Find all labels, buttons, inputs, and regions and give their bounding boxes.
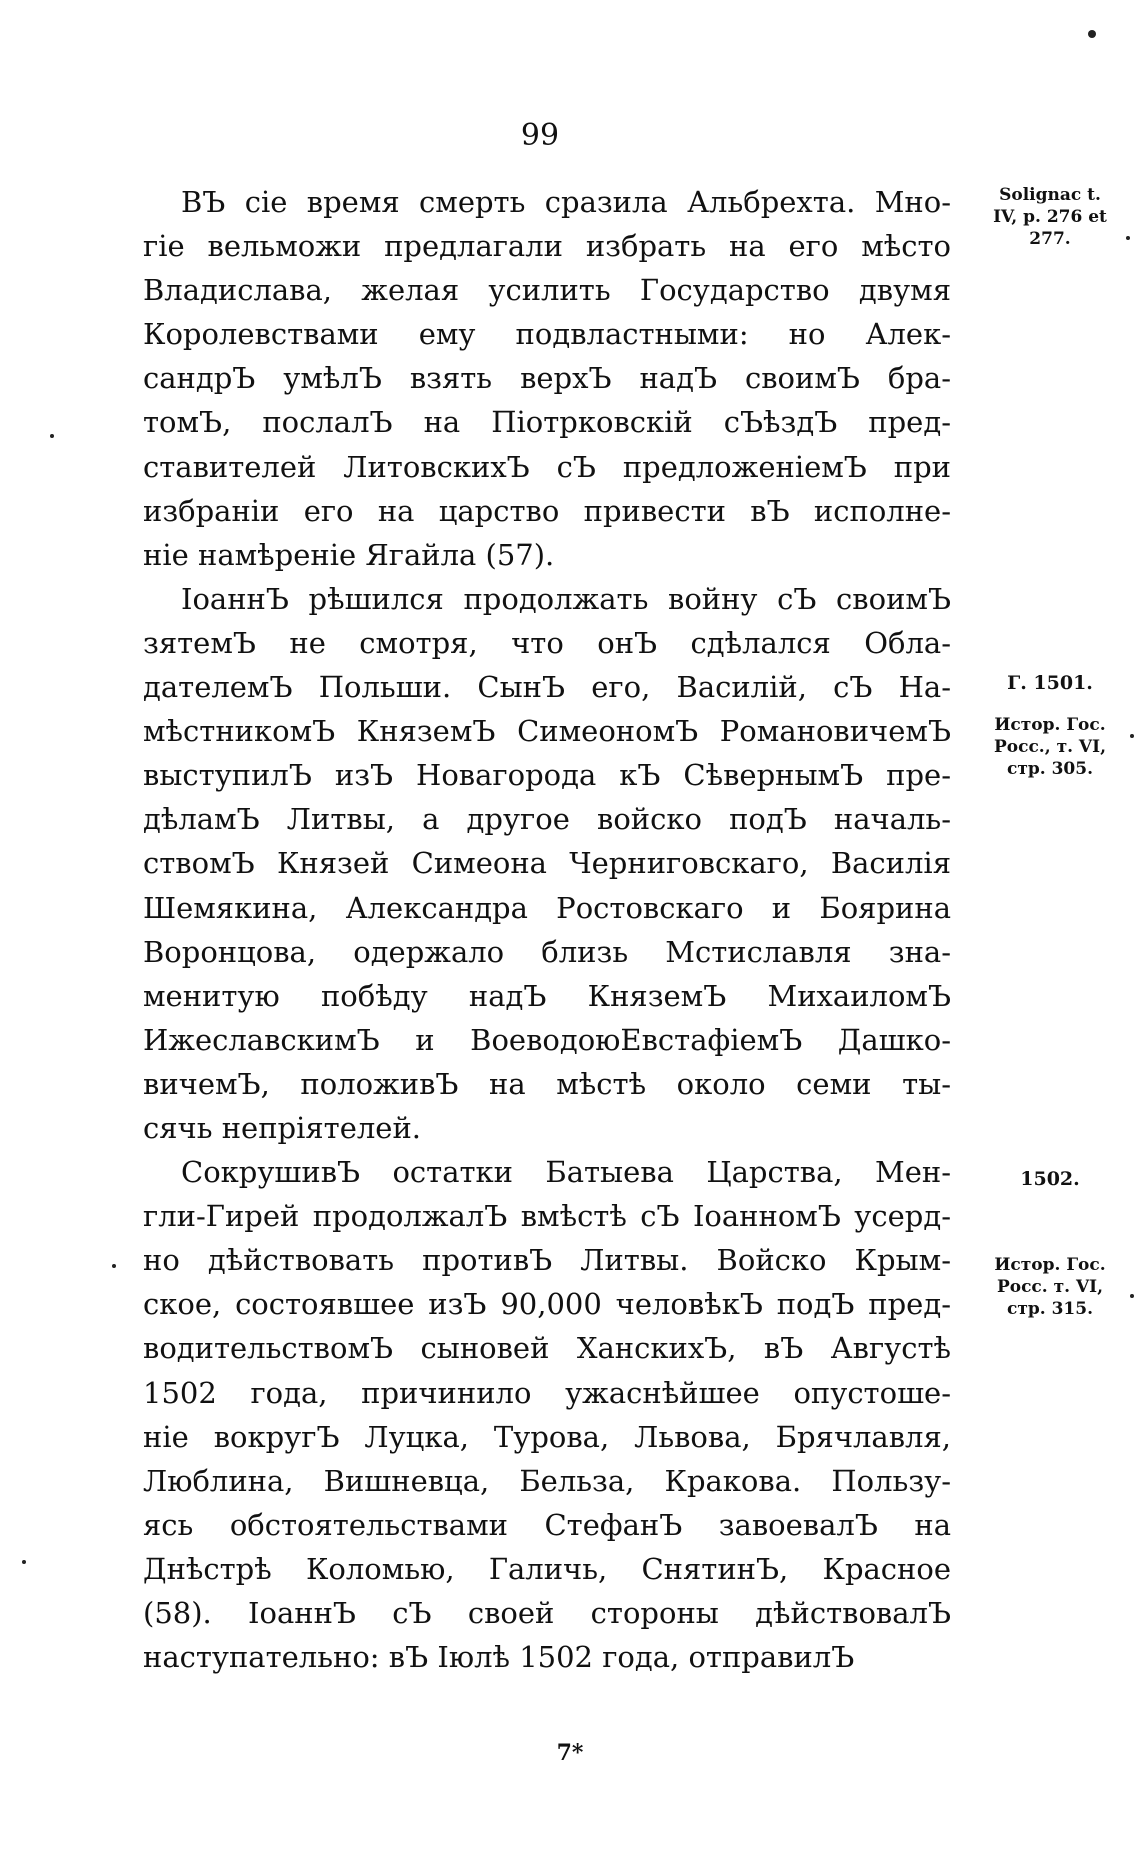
text-line: ставителей ЛитовскихЪ сЪ предложеніемЪ при (143, 449, 951, 484)
margin-note-line: Росс., т. VI, (993, 737, 1106, 757)
text-line: Шемякина, Александра Ростовскаго и Боярина (143, 890, 951, 925)
text-line: водительствомЪ сыновей ХанскихЪ, вЪ Августѣ (143, 1331, 951, 1366)
text-line: гіе вельможи предлагали избрать на его мѣсто (143, 229, 951, 264)
text-line: Королевствами ему подвластными: но Алек- (143, 317, 951, 352)
text-line: ІоаннЪ рѣшился продолжать войну сЪ своимЪ (181, 581, 951, 616)
text-line: ніе намѣреніе Ягайла (57). (143, 537, 555, 572)
text-line: сандрЪ умѣлЪ взять верхЪ надЪ своимЪ бра- (143, 361, 951, 396)
text-line: мѣстникомЪ КняземЪ СимеономЪ РомановичемЪ (143, 714, 951, 749)
text-line: гли-Гирей продолжалЪ вмѣстѣ сЪ ІоанномЪ усерд- (143, 1199, 951, 1234)
text-line: Днѣстрѣ Коломью, Галичь, СнятинЪ, Красное (143, 1551, 951, 1586)
margin-note-line: Росс. т. VI, (996, 1277, 1104, 1297)
text-line: Воронцова, одержало близь Мстиславля зна- (143, 934, 951, 969)
text-line: СокрушивЪ остатки Батыева Царства, Мен- (181, 1155, 951, 1190)
scan-speck (50, 434, 54, 438)
text-line: вичемЪ, положивЪ на мѣстѣ около семи ты- (143, 1066, 951, 1101)
text-line: Владислава, желая усилить Государство двумя (143, 273, 951, 308)
text-line: (58). ІоаннЪ сЪ своей стороны дѣйствовалЪ (143, 1596, 951, 1630)
text-line: избраніи его на царство привести вЪ исполне- (143, 493, 951, 528)
text-line: ніе вокругЪ Луцка, Турова, Львова, Брячлавля, (143, 1419, 951, 1454)
text-line: ВЪ сіе время смерть сразила Альбрехта. Мно- (181, 185, 951, 219)
margin-note-line: IV, p. 276 et (993, 207, 1107, 227)
margin-note-line: 1502. (1020, 1168, 1080, 1190)
text-line: наступательно: вЪ Іюлѣ 1502 года, отправилЪ (143, 1640, 855, 1675)
margin-note-line: Истор. Гос. (994, 715, 1106, 735)
text-line: менитую побѣду надЪ КняземЪ МихаиломЪ (143, 978, 951, 1013)
signature-mark: 7* (556, 1740, 584, 1766)
scan-speck (22, 1560, 26, 1564)
text-line: выступилЪ изЪ Новагорода кЪ СѣвернымЪ пре- (143, 758, 951, 793)
text-line: зятемЪ не смотря, что онЪ сдѣлался Обла- (143, 625, 951, 660)
page-number: 99 (520, 118, 560, 153)
text-line: ясь обстоятельствами СтефанЪ завоевалЪ на (143, 1507, 951, 1542)
text-line: дателемЪ Польши. СынЪ его, Василій, сЪ На- (143, 670, 951, 705)
text-line: дѣламЪ Литвы, а другое войско подЪ началь- (143, 802, 951, 837)
margin-note-line: Истор. Гос. (994, 1255, 1106, 1275)
body-text (143, 180, 951, 1679)
text-line: ское, состоявшее изЪ 90,000 человѣкЪ подЪ пред- (143, 1287, 951, 1322)
scan-speck (1088, 30, 1096, 38)
text-line: но дѣйствовать противЪ Литвы. Войско Крым- (143, 1243, 951, 1278)
margin-note-line: стр. 305. (1006, 759, 1093, 779)
margin-note-line: 277. (1029, 229, 1071, 249)
margin-note-year-1502 (960, 1168, 1140, 1190)
text-line: Люблина, Вишневца, Бельза, Кракова. Пользу- (143, 1463, 951, 1498)
margin-note-line: Solignac t. (999, 185, 1101, 205)
margin-note-solignac (960, 184, 1140, 250)
margin-note-istor-2 (960, 1254, 1140, 1320)
margin-note-line: Г. 1501. (1007, 672, 1093, 694)
scan-speck (1130, 1294, 1134, 1298)
scan-speck (1130, 734, 1134, 738)
text-line: томЪ, послалЪ на Піотрковскій сЪѣздЪ пред- (143, 405, 951, 440)
margin-note-line: стр. 315. (1006, 1299, 1093, 1319)
text-line: сячь непріятелей. (143, 1110, 422, 1145)
text-line: ствомЪ Князей Симеона Черниговскаго, Василія (143, 846, 951, 881)
margin-note-year-1501 (960, 672, 1140, 694)
text-line: 1502 года, причинило ужаснѣйшее опустоше- (143, 1375, 951, 1410)
margin-note-istor-1 (960, 714, 1140, 780)
scan-speck (112, 1264, 116, 1268)
scan-speck (1126, 236, 1130, 240)
text-line: ИжеславскимЪ и ВоеводоюЕвстафіемЪ Дашко- (143, 1022, 951, 1057)
